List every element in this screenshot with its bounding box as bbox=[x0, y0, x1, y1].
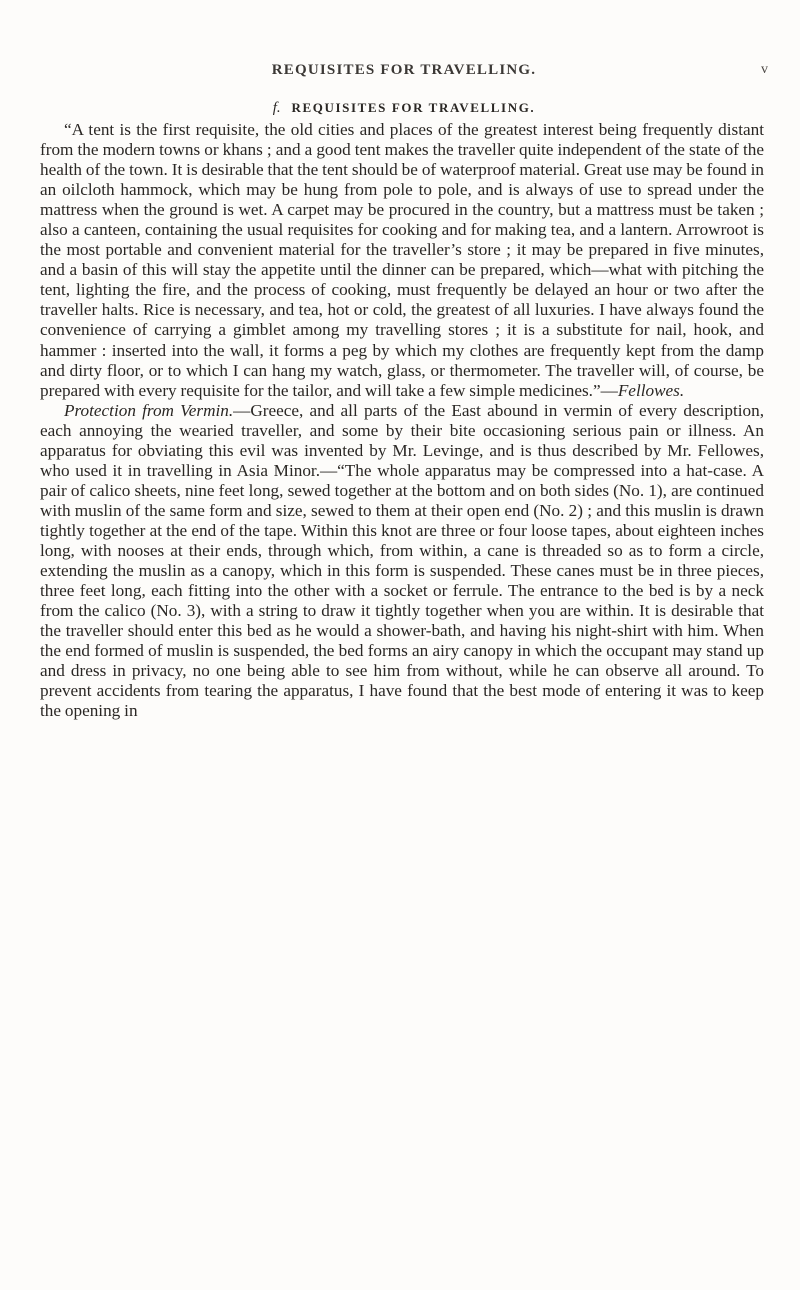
page-number: v bbox=[761, 62, 768, 77]
section-title: REQUISITES FOR TRAVELLING. bbox=[291, 100, 536, 115]
paragraph-vermin-lead: Protection from Vermin. bbox=[64, 400, 234, 420]
paragraph-tent-text: “A tent is the first requisite, the old cities and places of the greatest interest being frequently distant from the modern towns or khans ; and a good tent makes the traveller quite independent of the state of the health of the town. It is desirable that the tent should be of waterproof material. Great use may be found in an oilcloth hammock, which may be hung from pole to pole, and is always of use to spread under the mattress when the ground is wet. A carpet may be procured in the country, but a mattress must be taken ; also a canteen, containing the usual requisites for cooking and for making tea, and a lantern. Arrowroot is the most portable and convenient material for the traveller’s store ; it may be prepared in five minutes, and a basin of this will stay the appetite until the dinner can be prepared, which—what with pitching the tent, lighting the fire, and the process of cooking, must frequently be delayed an hour or two after the traveller halts. Rice is necessary, and tea, hot or cold, the greatest of all luxuries. I have always found the convenience of carrying a gimblet among my travelling stores ; it is a substitute for nail, hook, and hammer : inserted into the wall, it forms a peg by which my clothes are frequently kept from the damp and dirty floor, or to which I can hang my watch, glass, or thermometer. The traveller will, of course, be prepared with every requisite for the tailor, and will take a few simple medicines.”— bbox=[40, 120, 764, 400]
body-text bbox=[40, 120, 764, 721]
paragraph-vermin-text: —Greece, and all parts of the East abound in vermin of every description, each annoying the wearied traveller, and some by their bite occasioning serious pain or illness. An apparatus for obviating this evil was invented by Mr. Levinge, and is thus described by Mr. Fellowes, who used it in travelling in Asia Minor.—“The whole apparatus may be compressed into a hat-case. A pair of calico sheets, nine feet long, sewed together at the bottom and on both sides (No. 1), are continued with muslin of the same form and size, sewed to them at their open end (No. 2) ; and this muslin is drawn tightly together at the end of the tape. Within this knot are three or four loose tapes, about eighteen inches long, with nooses at their ends, through which, from within, a cane is threaded so as to form a circle, extending the muslin as a canopy, which in this form is suspended. These canes must be in three pieces, three feet long, each fitting into the other with a socket or ferrule. The entrance to the bed is by a neck from the calico (No. 3), with a string to draw it tightly together when you are within. It is desirable that the traveller should enter this bed as he would a shower-bath, and having his night-shirt with him. When the end formed of muslin is suspended, the bed forms an airy canopy in which the occupant may stand up and dress in privacy, no one being able to see him from without, while he can observe all around. To prevent accidents from tearing the apparatus, I have found that the best mode of entering it was to keep the opening in bbox=[40, 400, 765, 721]
running-head bbox=[40, 62, 768, 82]
paragraph-vermin bbox=[40, 401, 764, 722]
author-attribution: Fellowes. bbox=[617, 380, 685, 400]
section-mark: f. bbox=[272, 100, 281, 116]
paragraph-tent bbox=[40, 120, 764, 401]
section-heading bbox=[40, 100, 768, 117]
running-title: REQUISITES FOR TRAVELLING. bbox=[271, 62, 537, 78]
